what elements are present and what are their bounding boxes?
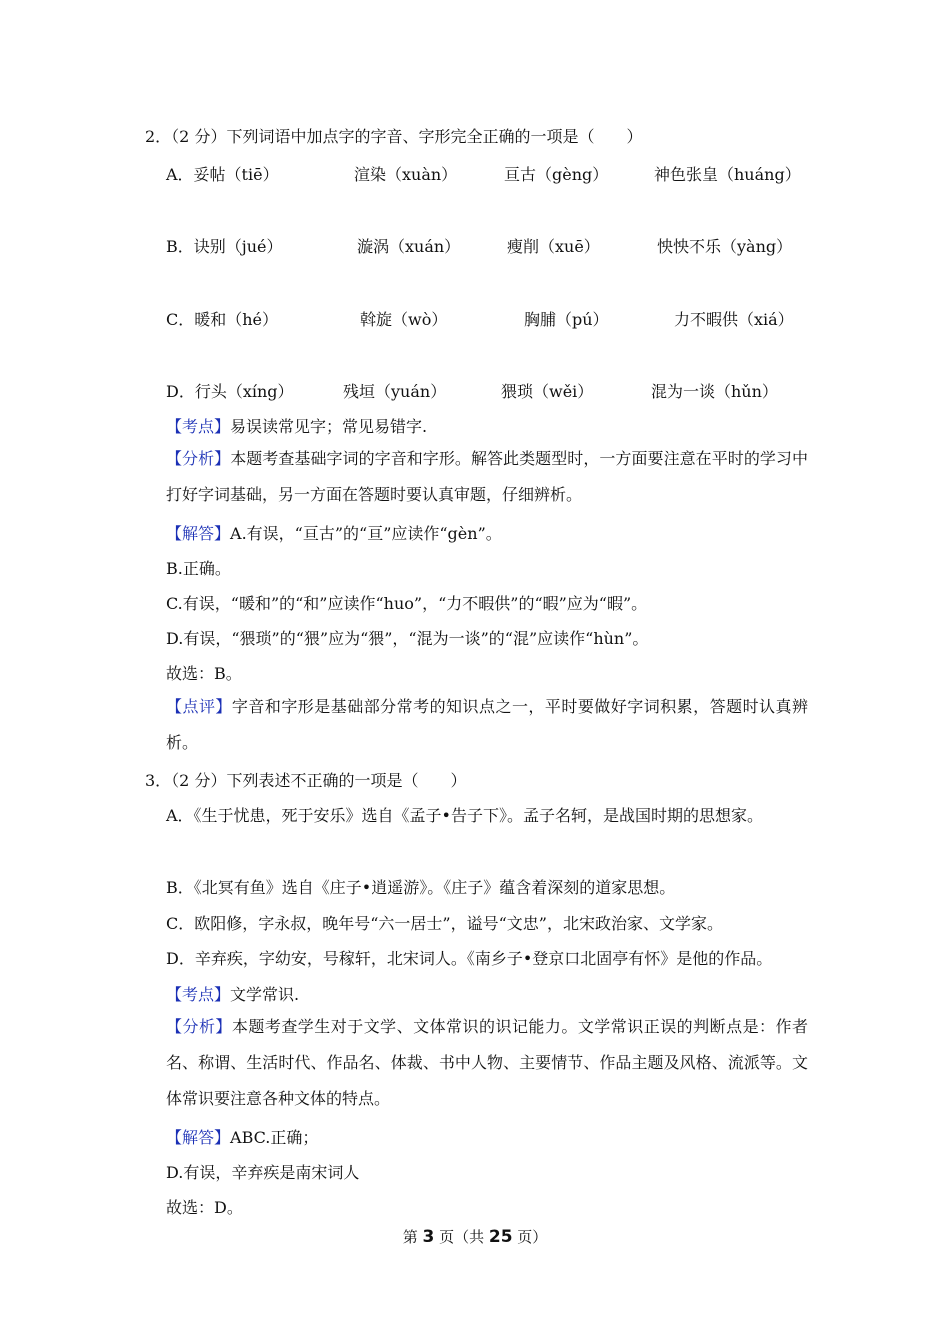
q2-answer-c: C.有误，“暖和”的“和”应读作“huo”，“力不暇供”的“暇”应为“暇”。 (166, 594, 648, 613)
q2-kaodian (166, 414, 427, 437)
page-total: 25 (488, 1227, 513, 1247)
q2-d-word2: 残垣（yuán） (343, 382, 447, 401)
q3-option-a: A．《生于忧患，死于安乐》选自《孟子•告子下》。孟子名轲，是战国时期的思想家。 (166, 806, 763, 825)
q3-option-d: D．辛弃疾，字幼安，号稼轩，北宋词人。《南乡子•登京口北固亭有怀》是他的作品。 (166, 949, 773, 968)
footer-suffix: 页） (512, 1228, 548, 1246)
q2-stem: 2．（2 分）下列词语中加点字的字音、字形完全正确的一项是（ ） (145, 127, 643, 146)
footer-prefix: 第 (402, 1228, 423, 1246)
q2-answer-d: D.有误，“猥琐”的“猥”应为“猥”，“混为一谈”的“混”应读作“hùn”。 (166, 629, 649, 648)
kaodian-text: 文学常识. (230, 985, 300, 1004)
q2-jieda (166, 521, 502, 544)
footer-middle: 页（共 (434, 1228, 489, 1246)
q3-option-b: B．《北冥有鱼》选自《庄子•逍遥游》。《庄子》蕴含着深刻的道家思想。 (166, 878, 676, 897)
q2-a-word2: 渲染（xuàn） (354, 165, 458, 184)
fenxi-tag: 【分析】 (166, 1017, 232, 1036)
q2-answer-b: B.正确。 (166, 559, 231, 578)
q2-c-word2: 斡旋（wò） (360, 310, 448, 329)
q2-b-label: B．诀别（jué） (166, 237, 283, 256)
q3-fenxi (166, 1009, 808, 1117)
dianping-tag: 【点评】 (166, 697, 232, 716)
fenxi-text: 本题考查基础字词的字音和字形。解答此类题型时，一方面要注意在平时的学习中打好字词基础，另一方面在答题时要认真审题，仔细辨析。 (166, 449, 808, 504)
q3-answer-d: D.有误，辛弃疾是南宋词人 (166, 1163, 360, 1182)
q2-c-word4: 力不暇供（xiá） (674, 310, 794, 329)
page-number: 3 (422, 1227, 435, 1247)
dianping-text: 字音和字形是基础部分常考的知识点之一，平时要做好字词积累，答题时认真辨析。 (166, 697, 808, 752)
q2-choice: 故选：B。 (166, 664, 242, 683)
kaodian-tag: 【考点】 (166, 985, 231, 1004)
q3-choice: 故选：D。 (166, 1198, 243, 1217)
q2-a-label: A．妥帖（tiē） (166, 165, 279, 184)
q2-c-word3: 胸脯（pú） (524, 310, 609, 329)
jieda-tag: 【解答】 (166, 1128, 231, 1147)
fenxi-text: 本题考查学生对于文学、文体常识的识记能力。文学常识正误的判断点是：作者名、称谓、生活时代、作品名、体裁、书中人物、主要情节、作品主题及风格、流派等。文体常识要注意各种文体的特点。 (166, 1017, 808, 1108)
kaodian-text: 易误读常见字；常见易错字. (230, 417, 428, 436)
jieda-tag: 【解答】 (166, 524, 231, 543)
q2-dianping (166, 689, 808, 761)
q2-fenxi (166, 441, 808, 513)
jieda-text: ABC.正确； (230, 1128, 319, 1147)
q3-kaodian (166, 982, 299, 1005)
fenxi-tag: 【分析】 (166, 449, 231, 468)
q3-option-c: C．欧阳修，字永叔，晚年号“六一居士”，谥号“文忠”，北宋政治家、文学家。 (166, 914, 723, 933)
page-footer (0, 1226, 950, 1247)
q2-d-word3: 猥琐（wěi） (501, 382, 594, 401)
q2-d-label: D．行头（xíng） (166, 382, 294, 401)
q2-b-word2: 漩涡（xuán） (357, 237, 461, 256)
q3-jieda (166, 1125, 318, 1148)
q2-b-word3: 瘦削（xuē） (507, 237, 600, 256)
q2-c-label: C．暖和（hé） (166, 310, 279, 329)
q2-a-word4: 神色张皇（huáng） (654, 165, 801, 184)
kaodian-tag: 【考点】 (166, 417, 231, 436)
jieda-text: A.有误，“亘古”的“亘”应读作“gèn”。 (230, 524, 502, 543)
q2-b-word4: 怏怏不乐（yàng） (657, 237, 793, 256)
q2-d-word4: 混为一谈（hǔn） (651, 382, 778, 401)
q2-a-word3: 亘古（gèng） (504, 165, 609, 184)
q3-stem: 3．（2 分）下列表述不正确的一项是（ ） (145, 771, 467, 790)
